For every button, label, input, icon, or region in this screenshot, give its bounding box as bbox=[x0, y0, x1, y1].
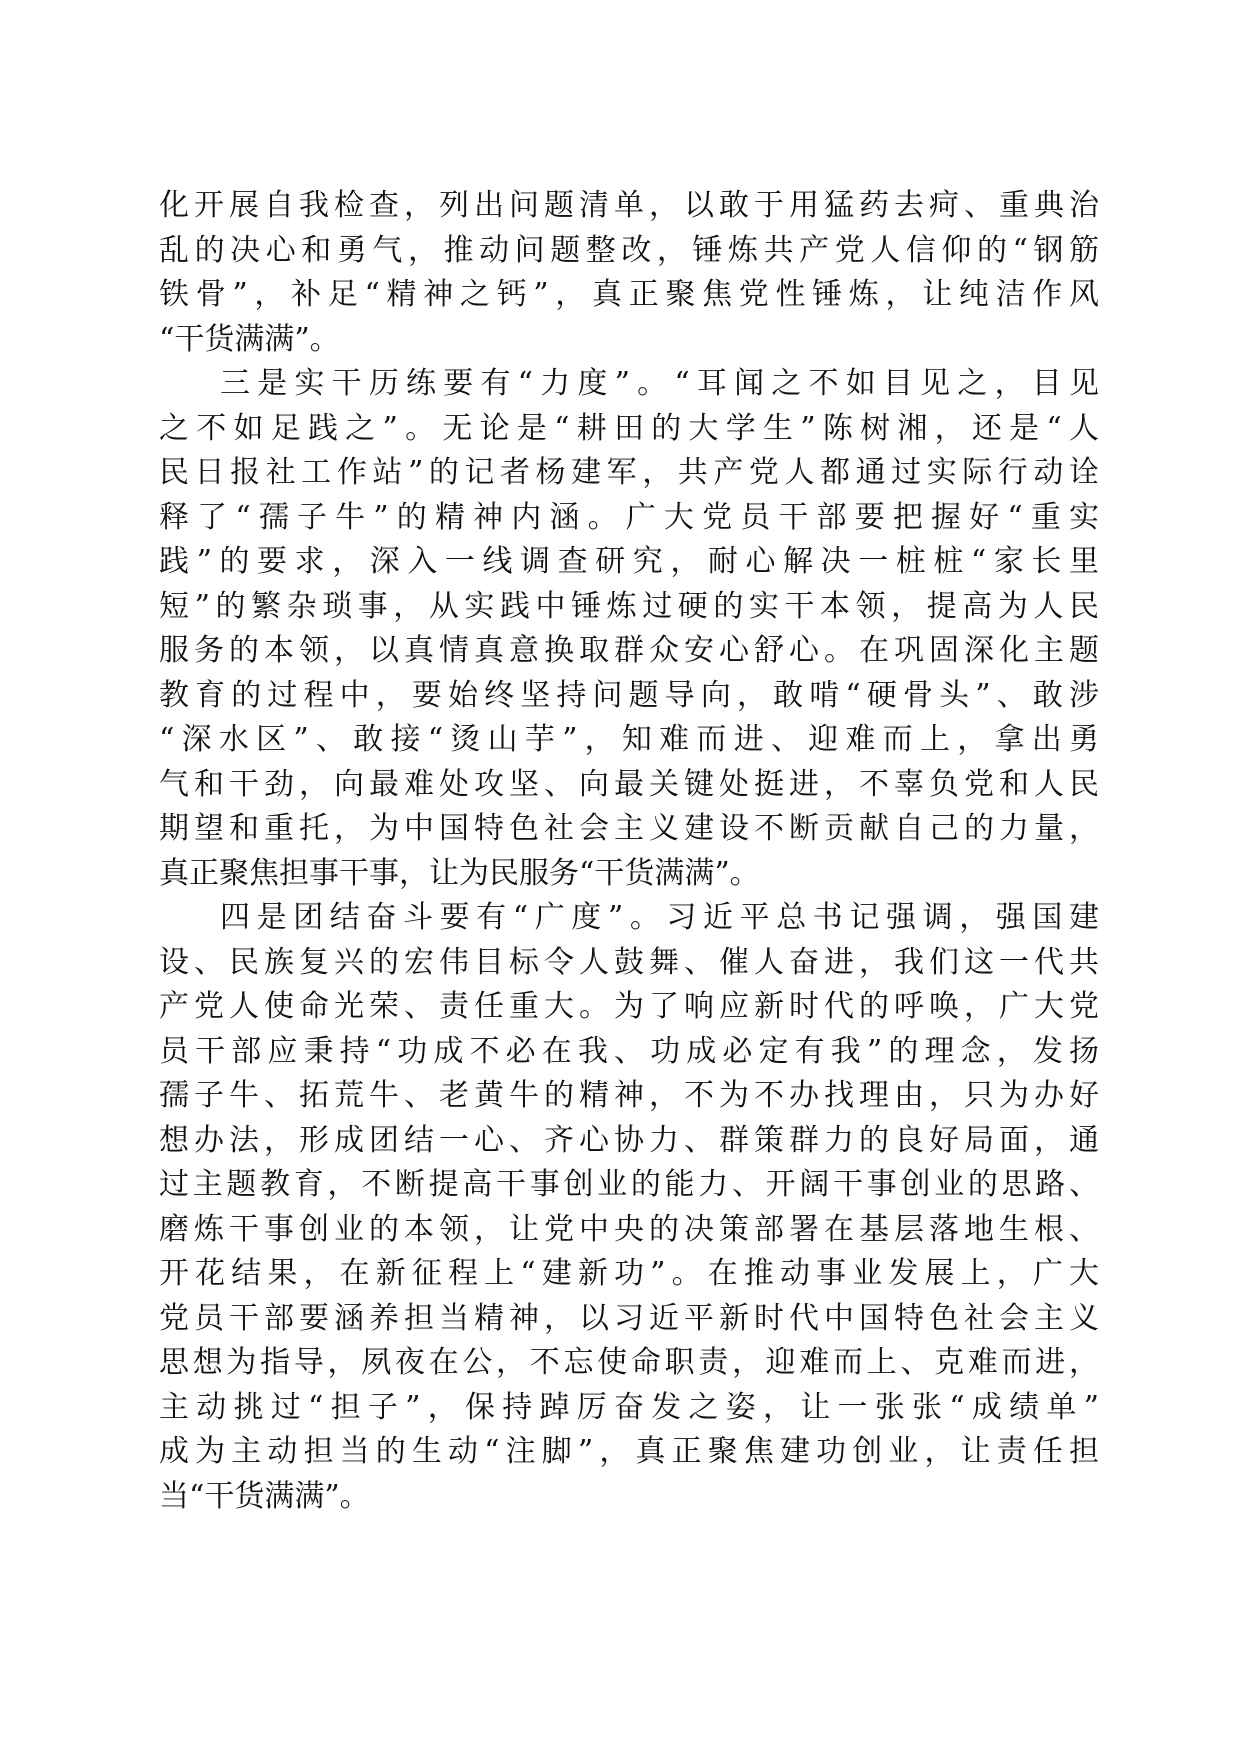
text-line: 三是实干历练要有“力度”。“耳闻之不如目见之，目见 bbox=[220, 366, 1099, 401]
text-line: 乱的决心和勇气，推动问题整改，锤炼共产党人信仰的“钢筋 bbox=[159, 232, 1099, 268]
text-line: 孺子牛、拓荒牛、老黄牛的精神，不为不办找理由，只为办好 bbox=[159, 1078, 1099, 1113]
text-line: 铁骨”，补足“精神之钙”，真正聚焦党性锤炼，让纯洁作风 bbox=[159, 277, 1099, 312]
paragraph bbox=[159, 896, 1099, 1519]
text-line: 教育的过程中，要始终坚持问题导向，敢啃“硬骨头”、敢涉 bbox=[159, 677, 1099, 713]
text-line: “干货满满”。 bbox=[159, 321, 340, 357]
text-line: 释了“孺子牛”的精神内涵。广大党员干部要把握好“重实 bbox=[159, 499, 1099, 535]
text-line: 当“干货满满”。 bbox=[159, 1478, 370, 1514]
text-line: 设、民族复兴的宏伟目标令人鼓舞、催人奋进，我们这一代共 bbox=[159, 944, 1099, 980]
text-line: 短”的繁杂琐事，从实践中锤炼过硬的实干本领，提高为人民 bbox=[159, 588, 1099, 624]
text-line: 真正聚焦担事干事，让为民服务“干货满满”。 bbox=[159, 855, 760, 891]
text-line: 磨炼干事创业的本领，让党中央的决策部署在基层落地生根、 bbox=[159, 1211, 1099, 1247]
text-line: 服务的本领，以真情真意换取群众安心舒心。在巩固深化主题 bbox=[159, 633, 1099, 668]
paragraph bbox=[159, 184, 1099, 362]
text-line: 气和干劲，向最难处攻坚、向最关键处挺进，不辜负党和人民 bbox=[159, 766, 1099, 802]
text-line: 四是团结奋斗要有“广度”。习近平总书记强调，强国建 bbox=[220, 900, 1099, 935]
text-line: 想办法，形成团结一心、齐心协力、群策群力的良好局面，通 bbox=[159, 1122, 1099, 1158]
text-line: 民日报社工作站”的记者杨建军，共产党人都通过实际行动诠 bbox=[159, 455, 1099, 490]
text-line: 产党人使命光荣、责任重大。为了响应新时代的呼唤，广大党 bbox=[159, 989, 1099, 1024]
text-line: 之不如足践之”。无论是“耕田的大学生”陈树湘，还是“人 bbox=[159, 410, 1099, 446]
text-line: 成为主动担当的生动“注脚”，真正聚焦建功创业，让责任担 bbox=[159, 1434, 1099, 1469]
text-line: 过主题教育，不断提高干事创业的能力、开阔干事创业的思路、 bbox=[159, 1167, 1099, 1202]
text-line: 思想为指导，夙夜在公，不忘使命职责，迎难而上、克难而进， bbox=[159, 1345, 1099, 1380]
text-line: 期望和重托，为中国特色社会主义建设不断贡献自己的力量， bbox=[159, 811, 1099, 846]
text-line: 党员干部要涵养担当精神，以习近平新时代中国特色社会主义 bbox=[159, 1300, 1099, 1336]
text-line: 主动挑过“担子”，保持踔厉奋发之姿，让一张张“成绩单” bbox=[159, 1389, 1099, 1425]
text-line: “深水区”、敢接“烫山芋”，知难而进、迎难而上，拿出勇 bbox=[159, 722, 1099, 757]
paragraph bbox=[159, 362, 1099, 896]
text-line: 开花结果，在新征程上“建新功”。在推动事业发展上，广大 bbox=[159, 1256, 1099, 1291]
text-line: 员干部应秉持“功成不必在我、功成必定有我”的理念，发扬 bbox=[159, 1033, 1099, 1069]
text-line: 化开展自我检查，列出问题清单，以敢于用猛药去疴、重典治 bbox=[159, 188, 1099, 223]
document-body bbox=[159, 184, 1099, 1519]
text-line: 践”的要求，深入一线调查研究，耐心解决一桩桩“家长里 bbox=[159, 544, 1099, 579]
